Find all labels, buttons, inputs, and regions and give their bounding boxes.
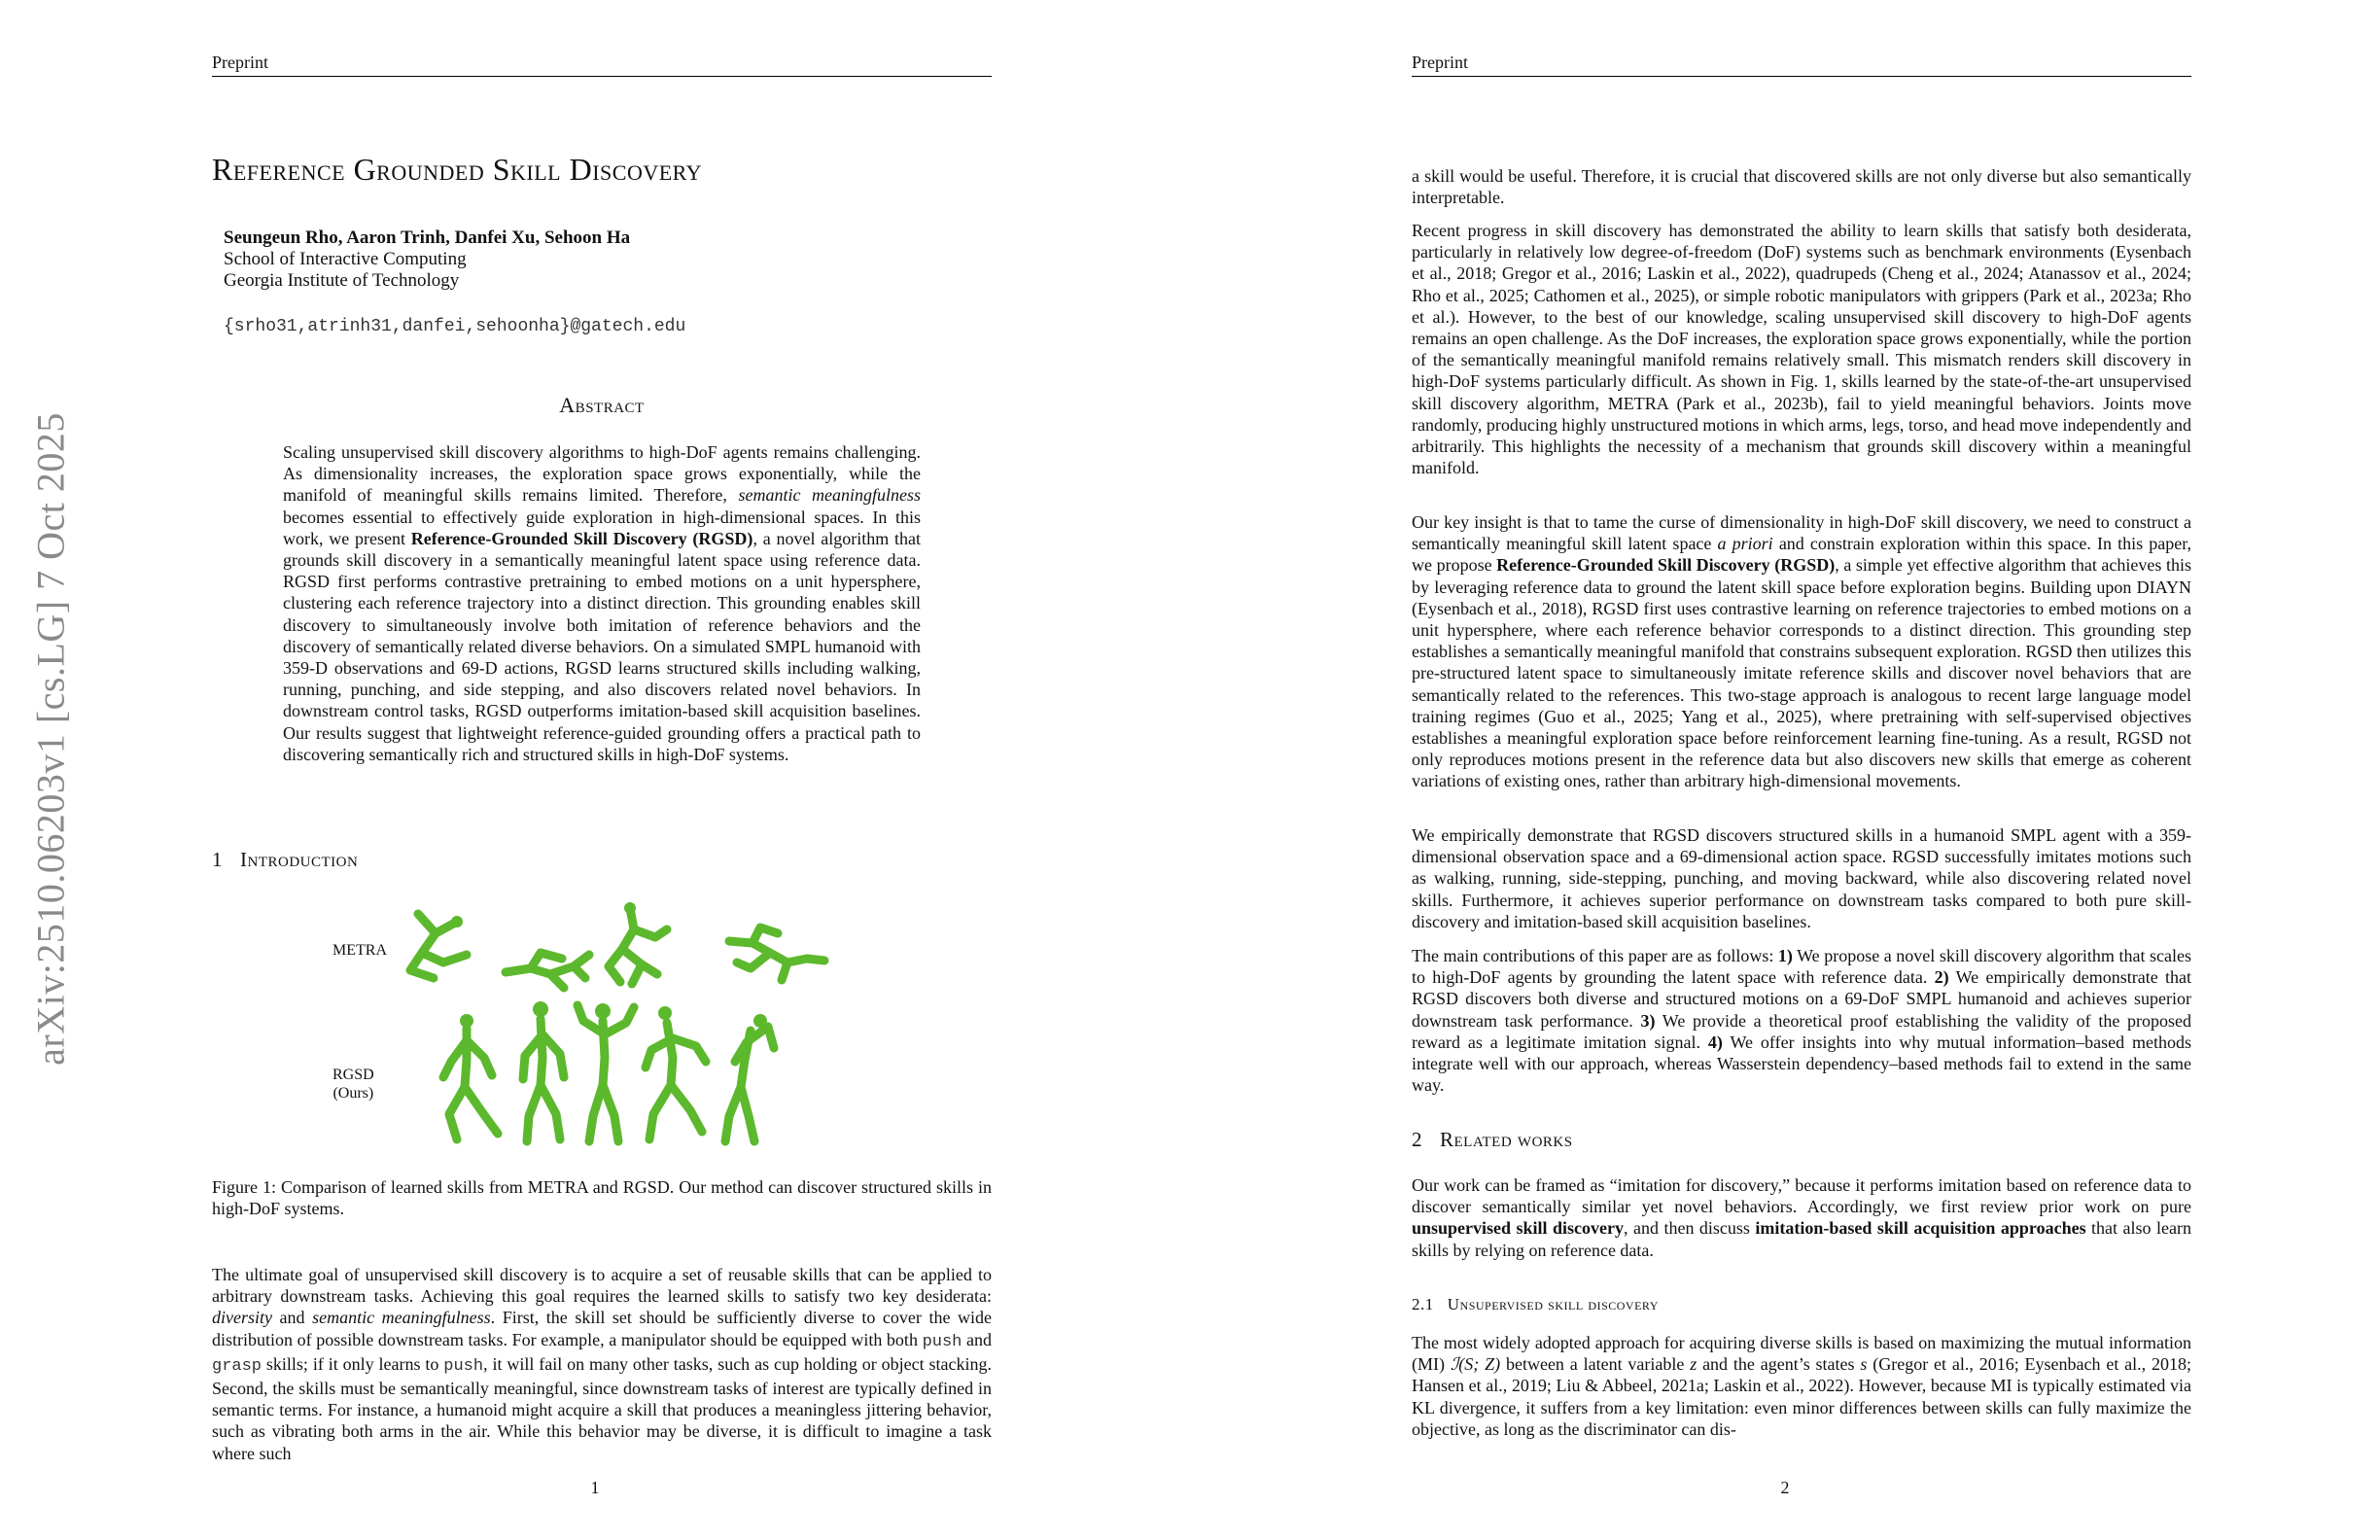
code-push-2: push (443, 1356, 484, 1376)
code-grasp: grasp (212, 1356, 262, 1376)
abstract-method-name: Reference-Grounded Skill Discovery (RGSD) (410, 528, 753, 548)
p2-e-text-1: We propose a novel skill discovery algorithm that scales to high-DoF agents by grounding the latent space with reference data. (1412, 946, 2191, 988)
intro-text-a: The ultimate goal of unsupervised skill discovery is to acquire a set of reusable skills that can be applied to arbitrary downstream tasks. Achieving this goal requires the learned skills to satisfy two key desiderata: (212, 1265, 992, 1307)
rgsd-humanoid-2 (523, 1001, 564, 1141)
page-2 (1190, 0, 2380, 1540)
affiliation-line-2: Georgia Institute of Technology (224, 270, 460, 291)
p2-paragraph-a: a skill would be useful. Therefore, it is crucial that discovered skills are not only diverse but also semantically interpretable. (1412, 166, 2191, 208)
p2-g-text-1: The most widely adopted approach for acquiring diverse skills is based on maximizing the mutual information (MI) (1412, 1333, 2191, 1375)
figure-1-humanoids (321, 894, 865, 1157)
author-emails: {srho31,atrinh31,danfei,sehoonha}@gatech.edu (224, 317, 686, 336)
metra-humanoid-3 (609, 902, 667, 984)
rgsd-humanoid-1 (443, 1014, 498, 1139)
author-names: Seungeun Rho, Aaron Trinh, Danfei Xu, Sehoon Ha (224, 228, 631, 248)
p2-e-text-0: The main contributions of this paper are as follows: (1412, 946, 1778, 965)
metra-humanoid-4 (729, 928, 824, 980)
figure-1 (321, 894, 865, 1157)
subsection-2-1-number: 2.1 (1412, 1295, 1434, 1313)
arxiv-stamp-text: arXiv:2510.06203v1 [cs.LG] 7 Oct 2025 (28, 412, 73, 1066)
author-block (224, 228, 630, 292)
rgsd-humanoid-5 (725, 1014, 774, 1141)
section-2-heading (1412, 1128, 1573, 1152)
rgsd-humanoid-3 (578, 1003, 634, 1141)
running-header-2: Preprint (1412, 52, 2191, 77)
figure-1-caption: Figure 1: Comparison of learned skills from METRA and RGSD. Our method can discover structured skills in high-DoF systems. (212, 1177, 992, 1219)
section-2-title: Related works (1440, 1128, 1573, 1151)
p2-f-text-3: that also learn skills by relying on reference data. (1412, 1218, 2191, 1260)
abstract-body (283, 441, 921, 765)
section-1-title: Introduction (240, 848, 359, 871)
abstract-text-1: Scaling unsupervised skill discovery algorithms to high-DoF agents remains challenging. As dimensionality increases, the exploration space grows exponentially, while the manifold of meaningful skills remains limited. Therefore, (283, 442, 921, 506)
p2-f-text-2: , and then discuss (1624, 1218, 1756, 1239)
p2-e-num-1: 1) (1777, 946, 1793, 965)
subsection-2-1-title: Unsupervised skill discovery (1447, 1295, 1659, 1313)
figure-label-rgsd-line1: RGSD (332, 1067, 374, 1083)
figure-label-rgsd-line2: (Ours) (332, 1085, 374, 1102)
page-number-2: 2 (1780, 1478, 1790, 1497)
p2-c-method: Reference-Grounded Skill Discovery (RGSD) (1496, 555, 1836, 576)
intro-text-b: . First, the skill set should be sufficiently diverse to cover the wide distribution of possible downstream tasks. For example, a manipulator should be equipped with both (212, 1308, 992, 1349)
p2-c-em: a priori (1717, 534, 1773, 554)
p2-g-text-2: between a latent variable (1500, 1354, 1691, 1375)
p2-e-num-4: 4) (1707, 1032, 1723, 1052)
paper-title: Reference Grounded Skill Discovery (212, 152, 703, 187)
p2-c-text-3: , a simple yet effective algorithm that achieves this by leveraging reference data to ground the latent skill space before exploration begins. Building upon DIAYN (Eysenbach et al., 2018), RGSD first uses contrastive learning on reference trajectories to embed motions on a unit hypersphere, where each reference behavior corresponds to a distinct direction. This grounding step establishes a semantically meaningful manifold that constrains subsequent exploration. RGSD then utilizes this pre-structured latent space to simultaneously imitate reference skills and discover novel behaviors that are semantically related to the references. This two-stage approach is analogous to recent large language model training regimes (Guo et al., 2025; Yang et al., 2025), where pretraining with self-supervised objectives establishes a meaningful exploration space before reinforcement learning fine-tuning. As a result, RGSD not only reproduces motions present in the reference data but also discovers new skills that emerge as coherent variations of existing ones, rather than arbitrary high-dimensional movements. (1412, 555, 2191, 791)
p2-e-num-2: 2) (1934, 967, 1949, 988)
p2-g-text-4: (Gregor et al., 2016; Eysenbach et al., 2018; Hansen et al., 2019; Liu & Abbeel, 2021a; Laskin et al., 2022). However, because MI is typically estimated via KL divergence, it suffers from a key limitation: even minor differences between skills can fully maximize the objective, as long as the discriminator can dis- (1412, 1354, 2191, 1439)
abstract-text-2: becomes essential to effectively guide exploration in high-dimensional spaces. In this work, we present (283, 507, 921, 548)
p2-e-num-3: 3) (1640, 1010, 1656, 1031)
metra-humanoid-1 (410, 914, 467, 978)
running-header: Preprint (212, 52, 992, 77)
intro-paragraph-1 (212, 1264, 992, 1464)
p2-f-bold-2: imitation-based skill acquisition approaches (1755, 1218, 2086, 1239)
p2-g-var-z: z (1690, 1354, 1698, 1375)
abstract-text-3: , a novel algorithm that grounds skill discovery in a semantically meaningful latent space using reference data. RGSD first performs contrastive pretraining to embed motions on a unit hypersphere, clustering each reference trajectory into a distinct direction. This grounding enables skill discovery to simultaneously involve both imitation of reference behaviors and the discovery of semantically related diverse behaviors. On a simulated SMPL humanoid with 359-D observations and 69-D actions, RGSD learns structured skills including walking, running, punching, and side stepping, and also discovers related novel behaviors. In downstream control tasks, RGSD outperforms imitation-based skill acquisition baselines. Our results suggest that lightweight reference-guided grounding offers a practical path to discovering semantically rich and structured skills in high-DoF systems. (283, 528, 921, 764)
rgsd-humanoid-4 (646, 1006, 706, 1139)
abstract-heading: Abstract (559, 393, 645, 417)
p2-f-bold-1: unsupervised skill discovery (1412, 1218, 1624, 1239)
section-2-number: 2 (1412, 1128, 1422, 1151)
p2-g-var-s: s (1860, 1354, 1868, 1375)
p2-paragraph-b: Recent progress in skill discovery has demonstrated the ability to learn skills that satisfy both desiderata, particularly in relatively low degree-of-freedom (DoF) systems such as benchmark environments (Eysenbach et al., 2018; Gregor et al., 2016; Laskin et al., 2022), quadrupeds (Cheng et al., 2024; Atanassov et al., 2024; Rho et al., 2025; Cathomen et al., 2025), or simple robotic manipulators with grippers (Park et al., 2023a; Rho et al.). However, to the best of our knowledge, scaling unsupervised skill discovery to high-DoF agents remains an open challenge. As the DoF increases, the exploration space grows exponentially, while the portion of the semantically meaningful manifold remains relatively small. This mismatch renders skill discovery in high-DoF systems particularly difficult. As shown in Fig. 1, skills learned by the state-of-the-art unsupervised skill discovery algorithm, METRA (Park et al., 2023b), fail to yield meaningful behaviors. Joints move randomly, producing highly unstructured motions in which arms, legs, torso, and head move independently and arbitrarily. This highlights the necessity of a mechanism that grounds skill discovery within a meaningful manifold. (1412, 221, 2191, 478)
p2-c-text-1: Our key insight is that to tame the curse of dimensionality in high-DoF skill discovery, we need to construct a semantically meaningful skill latent space (1412, 512, 2191, 554)
code-push: push (922, 1332, 962, 1351)
intro-em-diversity: diversity (212, 1308, 272, 1328)
figure-label-metra: METRA (332, 942, 387, 959)
p2-paragraph-c (1412, 511, 2191, 792)
p2-e-text-4: We offer insights into why mutual information–based methods integrate well with our approach, whereas Wasserstein dependency–based methods fail to extend in the same way. (1412, 1032, 2192, 1096)
section-1-heading (212, 848, 358, 872)
p2-paragraph-d: We empirically demonstrate that RGSD discovers structured skills in a humanoid SMPL agent with a 359-dimensional observation space and a 69-dimensional action space. RGSD successfully imitates motions such as walking, running, side-stepping, punching, and moving backward, while also discovering related novel skills. Furthermore, it achieves superior performance on downstream tasks compared to both pure skill-discovery and imitation-based skill acquisition baselines. (1412, 825, 2191, 931)
page-number-1: 1 (590, 1478, 600, 1497)
intro-text-and: and (271, 1308, 313, 1328)
p2-g-text-3: and the agent’s states (1697, 1354, 1861, 1375)
p2-paragraph-g (1412, 1332, 2191, 1440)
p2-f-text-1: Our work can be framed as “imitation for discovery,” because it performs imitation based on reference data to discover semantically similar yet novel behaviors. Accordingly, we first review prior work on pure (1412, 1175, 2191, 1217)
intro-text-e: , it will fail on many other tasks, such as cup holding or object stacking. Second, the skills must be semantically meaningful, since downstream tasks of interest are typically defined in semantic terms. For instance, a humanoid might acquire a skill that produces a meaningless jittering behavior, such as vibrating both arms in the air. While this behavior may be diverse, it is difficult to imagine a task where such (212, 1353, 992, 1463)
section-1-number: 1 (212, 848, 223, 871)
subsection-2-1-heading (1412, 1295, 1659, 1314)
p2-e-text-2: We empirically demonstrate that RGSD discovers both diverse and structured motions on a 69-DoF SMPL humanoid and achieves superior downstream task performance. (1412, 967, 2192, 1031)
intro-em-semantic: semantic meaningfulness (312, 1308, 491, 1328)
p2-paragraph-e (1412, 945, 2191, 1096)
p2-g-math: ℐ(S; Z) (1450, 1354, 1501, 1375)
p2-e-text-3: We provide a theoretical proof establishing the validity of the proposed reward as a legitimate imitation signal. (1412, 1010, 2191, 1052)
intro-text-c: and (962, 1329, 992, 1349)
arxiv-stamp (21, 350, 80, 1128)
affiliation-line-1: School of Interactive Computing (224, 249, 467, 269)
intro-text-d: skills; if it only learns to (262, 1353, 444, 1374)
p2-paragraph-f (1412, 1174, 2191, 1261)
p2-c-text-2: and constrain exploration within this space. In this paper, we propose (1412, 534, 2192, 576)
abstract-emphasis: semantic meaningfulness (738, 485, 921, 506)
metra-humanoid-2 (506, 953, 589, 988)
